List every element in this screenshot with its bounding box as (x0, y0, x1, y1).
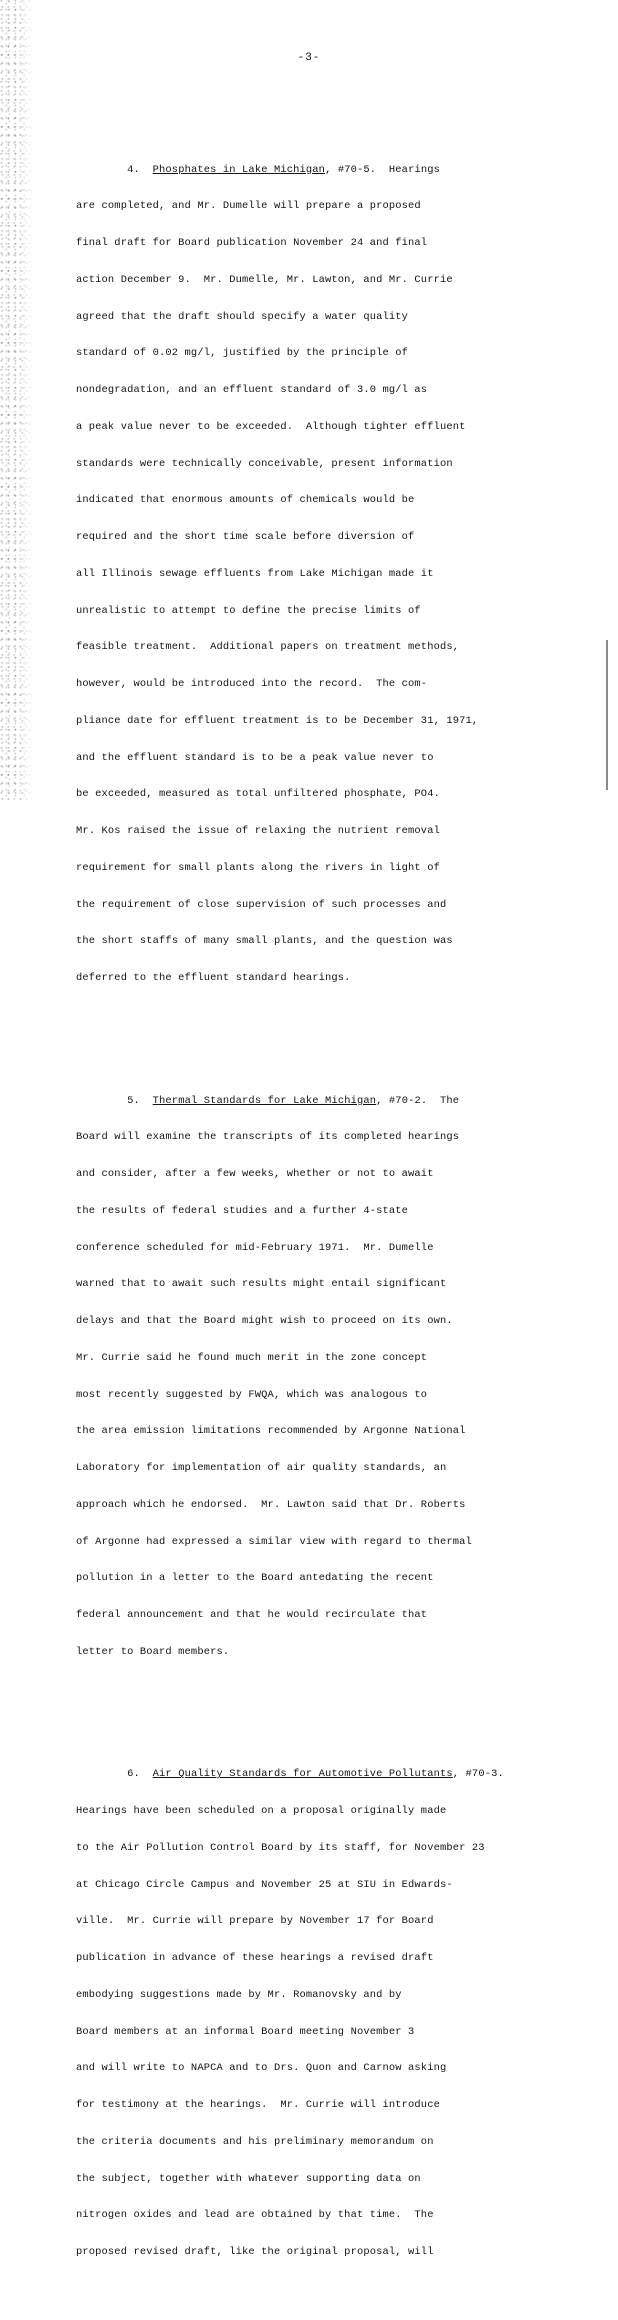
text-line: publication in advance of these hearings a revised draft (76, 1952, 434, 1964)
scan-edge-noise (0, 0, 34, 800)
paragraph-lead-line (76, 164, 601, 176)
paragraph-lead-line (76, 1095, 601, 1107)
text-line: a peak value never to be exceeded. Although tighter effluent (76, 420, 466, 433)
item-number: 6. (127, 1768, 140, 1781)
scan-edge-mark (606, 640, 608, 790)
text-line: indicated that enormous amounts of chemicals would be (76, 494, 415, 507)
text-line: of Argonne had expressed a similar view with regard to thermal (76, 1535, 472, 1548)
text-line: are completed, and Mr. Dumelle will prepare a proposed (76, 200, 421, 213)
text-line: however, would be introduced into the record. The com- (76, 678, 428, 690)
text-line: all Illinois sewage effluents from Lake Michigan made it (76, 567, 434, 580)
text-line: warned that to await such results might entail significant (76, 1278, 447, 1291)
paragraph-air-quality-standards (76, 1744, 601, 2283)
item-title-rest: , #70-2. The (376, 1094, 460, 1107)
text-line: the area emission limitations recommended by Argonne National (76, 1425, 466, 1438)
text-line: most recently suggested by FWQA, which was analogous to (76, 1388, 428, 1401)
text-line: the short staffs of many small plants, and the question was (76, 935, 453, 948)
text-line: Board members at an informal Board meeting November 3 (76, 2025, 415, 2038)
text-line: to the Air Pollution Control Board by its staff, for November 23 (76, 1841, 485, 1854)
text-line: requirement for small plants along the rivers in light of (76, 861, 440, 874)
text-line: and consider, after a few weeks, whether or not to await (76, 1168, 434, 1180)
text-line: feasible treatment. Additional papers on treatment methods, (76, 641, 460, 654)
text-line: ville. Mr. Currie will prepare by November 17 for Board (76, 1915, 434, 1928)
text-line: nitrogen oxides and lead are obtained by that time. The (76, 2209, 434, 2222)
item-number: 5. (127, 1094, 140, 1107)
text-line: pollution in a letter to the Board antedating the recent (76, 1572, 434, 1585)
text-line: and the effluent standard is to be a peak value never to (76, 751, 434, 764)
text-line: Hearings have been scheduled on a proposal originally made (76, 1805, 447, 1817)
text-line: deferred to the effluent standard hearings. (76, 972, 351, 984)
item-title: Air Quality Standards for Automotive Pollutants (152, 1768, 453, 1781)
text-line: required and the short time scale before diversion of (76, 531, 415, 543)
text-line: Mr. Kos raised the issue of relaxing the nutrient removal (76, 825, 440, 837)
text-line: the requirement of close supervision of such processes and (76, 898, 447, 911)
text-line: action December 9. Mr. Dumelle, Mr. Lawton, and Mr. Currie (76, 273, 453, 286)
paragraph-thermal-standards (76, 1070, 601, 1683)
document-body (76, 90, 601, 2320)
item-title: Phosphates in Lake Michigan (152, 163, 326, 176)
text-line: Board will examine the transcripts of its completed hearings (76, 1131, 460, 1144)
text-line: unrealistic to attempt to define the precise limits of (76, 604, 421, 617)
text-line: nondegradation, and an effluent standard of 3.0 mg/l as (76, 384, 428, 396)
text-line: at Chicago Circle Campus and November 25 at SIU in Edwards- (76, 1878, 453, 1891)
text-line: the results of federal studies and a further 4-state (76, 1204, 409, 1217)
text-line: approach which he endorsed. Mr. Lawton said that Dr. Roberts (76, 1498, 466, 1511)
text-line: pliance date for effluent treatment is to be December 31, 1971, (76, 714, 479, 727)
text-line: the subject, together with whatever supporting data on (76, 2172, 421, 2185)
text-line: agreed that the draft should specify a water quality (76, 310, 409, 323)
item-title: Thermal Standards for Lake Michigan (152, 1094, 377, 1107)
text-line: Mr. Currie said he found much merit in the zone concept (76, 1351, 428, 1364)
text-line: conference scheduled for mid-February 1971. Mr. Dumelle (76, 1241, 434, 1254)
text-line: federal announcement and that he would recirculate that (76, 1609, 428, 1621)
text-line: standard of 0.02 mg/l, justified by the principle of (76, 347, 409, 360)
text-line: Laboratory for implementation of air quality standards, an (76, 1462, 447, 1474)
text-line: delays and that the Board might wish to proceed on its own. (76, 1315, 453, 1327)
text-line: for testimony at the hearings. Mr. Currie will introduce (76, 2099, 440, 2111)
text-line: proposed revised draft, like the original proposal, will (76, 2246, 434, 2258)
paragraph-lead-line (76, 1768, 601, 1780)
text-line: embodying suggestions made by Mr. Romanovsky and by (76, 1988, 402, 2001)
text-line: standards were technically conceivable, present information (76, 457, 453, 470)
text-line: letter to Board members. (76, 1645, 230, 1658)
item-number: 4. (127, 163, 140, 176)
text-line: the criteria documents and his preliminary memorandum on (76, 2135, 434, 2148)
item-title-rest: , #70-3. (452, 1768, 504, 1781)
text-line: and will write to NAPCA and to Drs. Quon and Carnow asking (76, 2062, 447, 2075)
text-line: be exceeded, measured as total unfiltered phosphate, PO4. (76, 788, 440, 801)
text-line: final draft for Board publication November 24 and final (76, 237, 428, 249)
paragraph-phosphates (76, 139, 601, 1009)
page-number: -3- (297, 52, 321, 64)
item-title-rest: , #70-5. Hearings (325, 163, 440, 176)
